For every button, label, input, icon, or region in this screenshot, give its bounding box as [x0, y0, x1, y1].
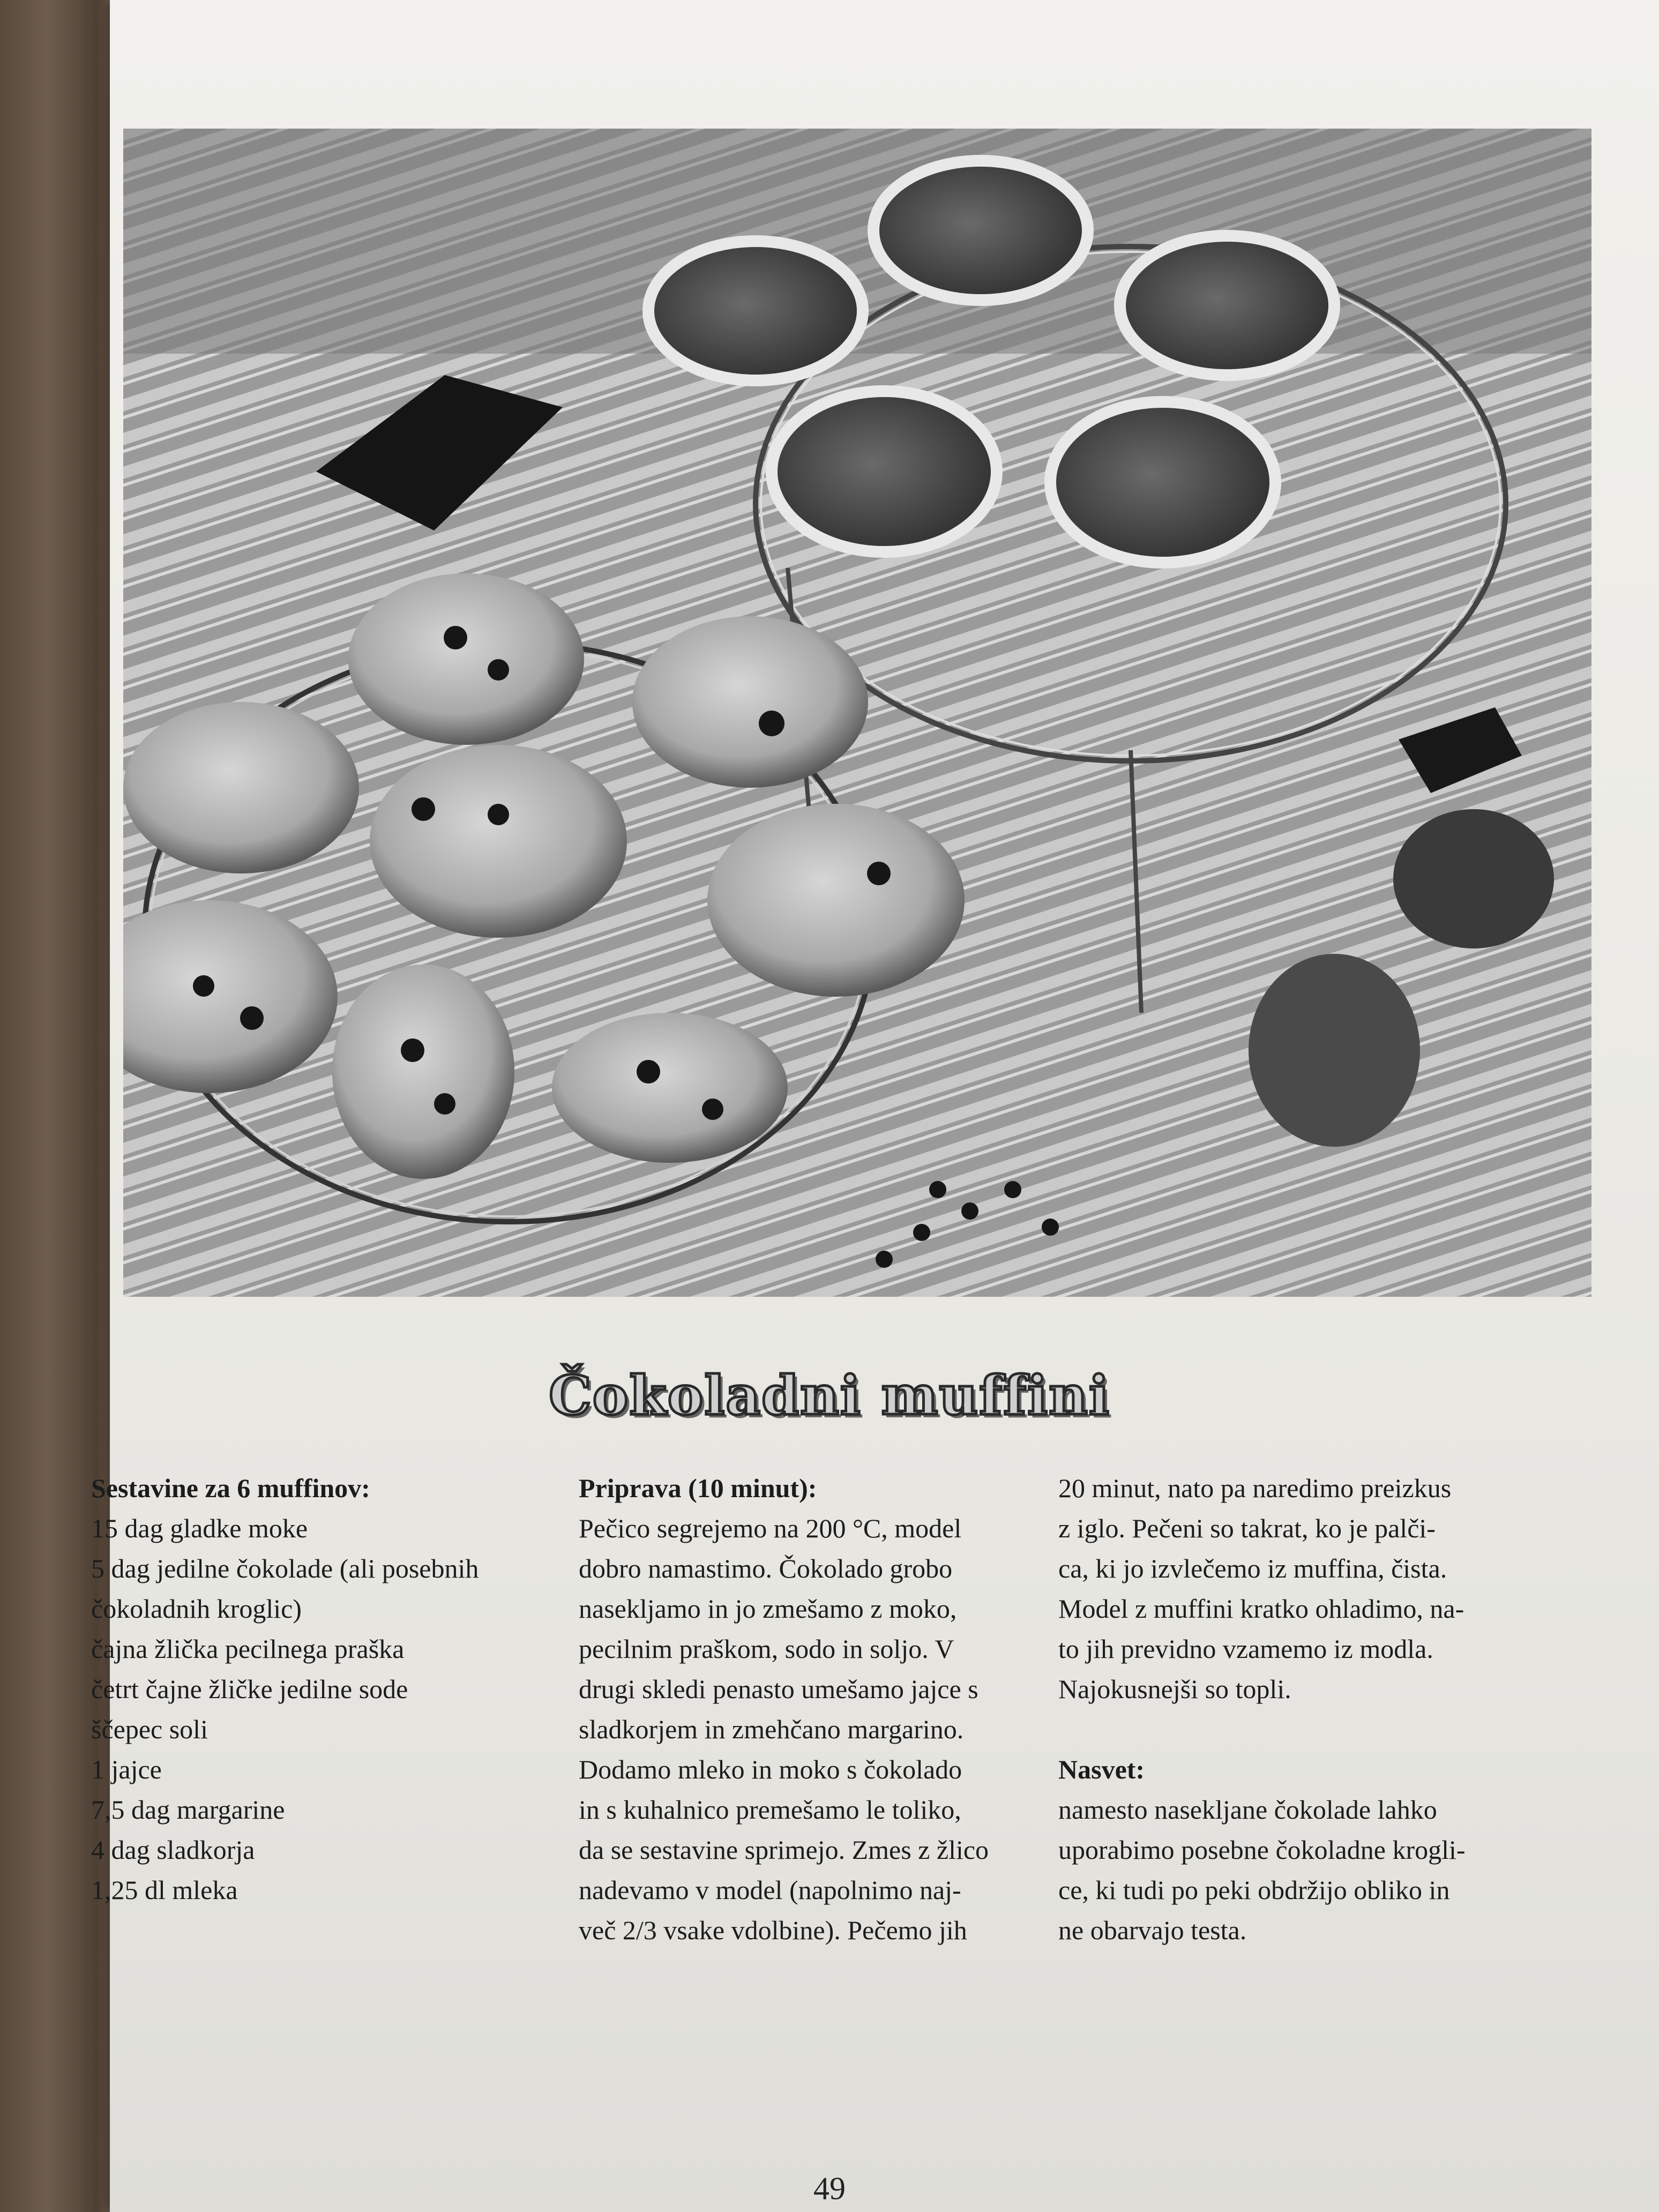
preparation-line: ca, ki jo izvlečemo iz muffina, čista. — [1058, 1553, 1447, 1583]
ingredient-item: 1 jajce — [91, 1754, 162, 1784]
preparation-line: to jih previdno vzamemo iz modla. — [1058, 1634, 1433, 1664]
tip-line: ce, ki tudi po peki obdržijo obliko in — [1058, 1875, 1450, 1905]
preparation-line: drugi skledi penasto umešamo jajce s — [579, 1674, 978, 1704]
preparation-line: Najokusnejši so topli. — [1058, 1674, 1291, 1704]
ingredient-item: čajna žlička pecilnega praška — [91, 1634, 405, 1664]
ingredient-item: 15 dag gladke moke — [91, 1513, 308, 1543]
preparation-line: dobro namastimo. Čokolado grobo — [579, 1553, 953, 1583]
preparation-line: z iglo. Pečeni so takrat, ko je palči- — [1058, 1513, 1436, 1543]
preparation-line: nasekljamo in jo zmešamo z moko, — [579, 1594, 957, 1624]
preparation-line: Model z muffini kratko ohladimo, na- — [1058, 1594, 1464, 1624]
ingredient-item: 7,5 dag margarine — [91, 1795, 285, 1825]
preparation-line: in s kuhalnico premešamo le toliko, — [579, 1795, 961, 1825]
ingredients-heading: Sestavine za 6 muffinov: — [91, 1473, 370, 1503]
preparation-line: Pečico segrejemo na 200 °C, model — [579, 1513, 962, 1543]
preparation-line: 20 minut, nato pa naredimo preizkus — [1058, 1473, 1452, 1503]
preparation-line: da se sestavine sprimejo. Zmes z žlico — [579, 1835, 989, 1865]
tip-line: namesto nasekljane čokolade lahko — [1058, 1795, 1437, 1825]
muffins-photo — [123, 129, 1591, 1297]
tip-line: ne obarvajo testa. — [1058, 1915, 1247, 1945]
ingredients-column — [91, 1468, 563, 1910]
ingredient-item: 5 dag jedilne čokolade (ali posebnih — [91, 1553, 479, 1583]
ingredient-item: 4 dag sladkorja — [91, 1835, 255, 1865]
page-number: 49 — [813, 2171, 846, 2206]
muffins-on-cooling-racks-photo — [123, 129, 1591, 1297]
preparation-line: sladkorjem in zmehčano margarino. — [579, 1714, 964, 1744]
tip-line: uporabimo posebne čokoladne krogli- — [1058, 1835, 1466, 1865]
preparation-column — [579, 1468, 1040, 1951]
preparation-line: Dodamo mleko in moko s čokolado — [579, 1754, 962, 1784]
ingredient-item: ščepec soli — [91, 1714, 208, 1744]
ingredient-item: čokoladnih kroglic) — [91, 1594, 302, 1624]
preparation-line: nadevamo v model (napolnimo naj- — [579, 1875, 961, 1905]
continuation-column — [1058, 1468, 1551, 1951]
preparation-line: pecilnim praškom, sodo in soljo. V — [579, 1634, 954, 1664]
recipe-title: Čokoladni muffini — [549, 1364, 1110, 1427]
ingredient-item: četrt čajne žličke jedilne sode — [91, 1674, 408, 1704]
tip-heading: Nasvet: — [1058, 1754, 1145, 1784]
preparation-heading: Priprava (10 minut): — [579, 1473, 817, 1503]
ingredient-item: 1,25 dl mleka — [91, 1875, 238, 1905]
preparation-line: več 2/3 vsake vdolbine). Pečemo jih — [579, 1915, 967, 1945]
